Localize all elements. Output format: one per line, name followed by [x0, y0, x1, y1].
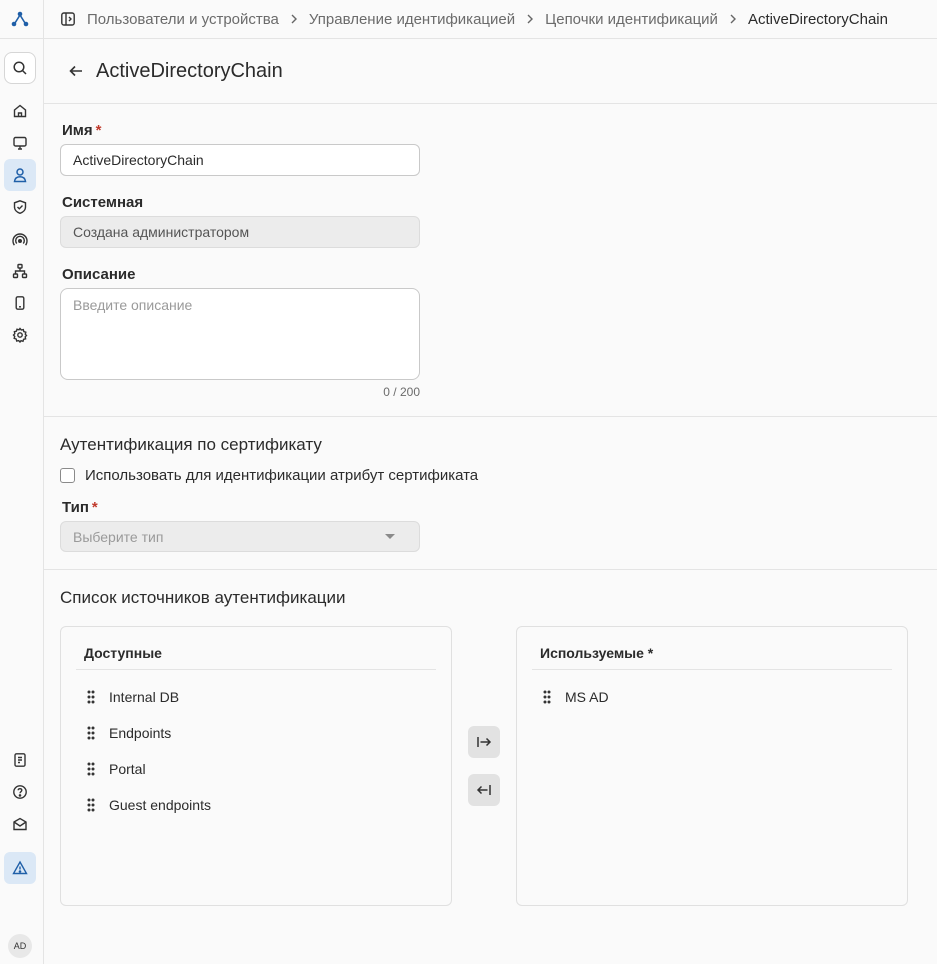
sidebar-item-messages[interactable] — [4, 808, 36, 840]
breadcrumb-item[interactable]: Управление идентификацией — [308, 10, 516, 28]
cert-attribute-checkbox[interactable] — [60, 468, 75, 483]
warning-icon — [12, 860, 28, 876]
chevron-right-icon — [526, 14, 534, 24]
caret-down-icon — [385, 534, 395, 539]
name-label: Имя * — [62, 122, 102, 139]
sidebar — [0, 0, 44, 964]
description-textarea[interactable] — [60, 288, 420, 380]
page-title: ActiveDirectoryChain — [96, 59, 283, 82]
list-item-label: Endpoints — [109, 725, 172, 741]
sidebar-item-devices[interactable] — [4, 287, 36, 319]
search-button[interactable] — [4, 52, 36, 84]
logo-icon[interactable] — [8, 8, 32, 30]
sidebar-divider — [0, 38, 44, 39]
drag-handle-icon[interactable] — [85, 689, 97, 705]
monitor-icon — [12, 135, 28, 151]
envelope-icon — [12, 816, 28, 832]
available-list — [60, 626, 452, 906]
description-counter: 0 / 200 — [383, 385, 420, 399]
sidebar-item-network[interactable] — [4, 255, 36, 287]
sidebar-item-wireless[interactable] — [4, 223, 36, 255]
license-icon — [12, 752, 28, 768]
help-icon — [12, 784, 28, 800]
sidebar-item-home[interactable] — [4, 95, 36, 127]
move-right-icon — [476, 734, 492, 750]
wireless-icon — [12, 231, 28, 247]
system-field: Создана администратором — [60, 216, 420, 248]
toggle-panel-icon[interactable] — [60, 11, 76, 27]
chevron-right-icon — [290, 14, 298, 24]
page-header — [44, 39, 937, 104]
list-item[interactable] — [541, 687, 609, 707]
drag-handle-icon[interactable] — [541, 689, 553, 705]
available-list-title: Доступные — [84, 645, 162, 661]
search-icon — [12, 60, 28, 76]
back-button[interactable] — [66, 61, 86, 81]
type-label: Тип * — [62, 499, 98, 516]
drag-handle-icon[interactable] — [85, 761, 97, 777]
sources-title: Список источников аутентификации — [60, 588, 346, 607]
chevron-right-icon — [729, 14, 737, 24]
list-item-label: MS AD — [565, 689, 609, 705]
type-select-placeholder: Выберите тип — [73, 528, 164, 545]
list-item-label: Portal — [109, 761, 146, 777]
breadcrumb — [44, 0, 937, 39]
sidebar-item-settings[interactable] — [4, 319, 36, 351]
list-item[interactable] — [85, 687, 179, 707]
drag-handle-icon[interactable] — [85, 725, 97, 741]
list-item-label: Internal DB — [109, 689, 180, 705]
shield-icon — [12, 199, 28, 215]
sidebar-item-alerts[interactable] — [4, 852, 36, 884]
move-left-icon — [476, 782, 492, 798]
arrow-left-icon — [68, 63, 84, 79]
required-mark: * — [95, 122, 102, 139]
list-divider — [76, 669, 436, 670]
used-list-title: Используемые * — [540, 645, 654, 661]
home-icon — [12, 103, 28, 119]
breadcrumb-item[interactable]: Цепочки идентификаций — [545, 10, 718, 28]
move-left-button[interactable] — [468, 774, 500, 806]
section-divider — [44, 569, 937, 570]
move-right-button[interactable] — [468, 726, 500, 758]
avatar[interactable]: AD — [8, 934, 32, 958]
mobile-device-icon — [12, 295, 28, 311]
list-item[interactable] — [85, 795, 211, 815]
list-item[interactable] — [85, 759, 146, 779]
drag-handle-icon[interactable] — [85, 797, 97, 813]
section-divider — [44, 416, 937, 417]
user-icon — [12, 167, 28, 183]
gear-icon — [12, 327, 28, 343]
used-list — [516, 626, 908, 906]
breadcrumb-item[interactable]: Пользователи и устройства — [87, 10, 279, 28]
system-label: Системная — [62, 194, 144, 211]
sidebar-item-monitor[interactable] — [4, 127, 36, 159]
list-divider — [532, 669, 892, 670]
type-select[interactable] — [60, 521, 420, 552]
cert-attribute-checkbox-label: Использовать для идентификации атрибут сертификата — [85, 467, 479, 484]
required-mark: * — [91, 499, 98, 516]
sidebar-item-users[interactable] — [4, 159, 36, 191]
cert-auth-title: Аутентификация по сертификату — [60, 435, 322, 454]
breadcrumb-current: ActiveDirectoryChain — [747, 10, 888, 28]
list-item-label: Guest endpoints — [109, 797, 211, 813]
name-input[interactable]: ActiveDirectoryChain — [60, 144, 420, 176]
description-label: Описание — [62, 266, 136, 283]
sidebar-item-license[interactable] — [4, 744, 36, 776]
sidebar-item-security[interactable] — [4, 191, 36, 223]
sidebar-item-help[interactable] — [4, 776, 36, 808]
network-icon — [12, 263, 28, 279]
list-item[interactable] — [85, 723, 171, 743]
cert-attribute-checkbox-row[interactable] — [60, 467, 478, 484]
